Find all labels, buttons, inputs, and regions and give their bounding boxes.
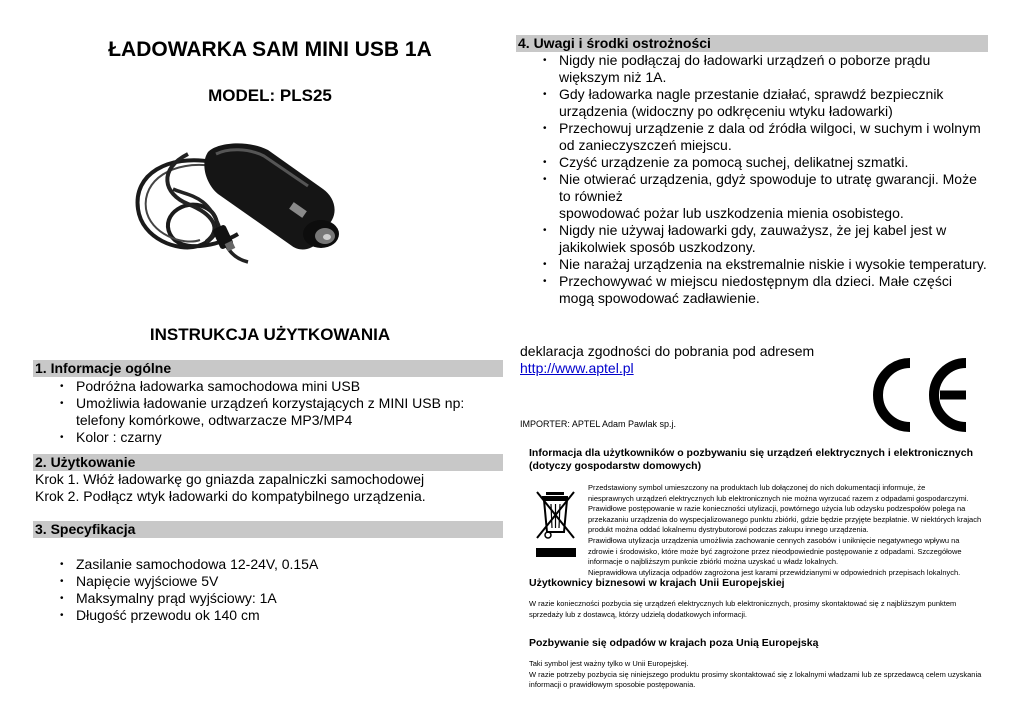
list-item: • Przechowywać w miejscu niedostępnym dla dzieci. Małe części mogą spowodować zadławienie. (516, 273, 988, 307)
list-item: • Przechowuj urządzenie z dala od źródła wilgoci, w suchym i wolnym od zanieczyszczeń miejscu. (516, 120, 988, 154)
section-specification (33, 521, 503, 624)
list-item: • Kolor : czarny (33, 429, 503, 446)
weee-body (588, 483, 993, 578)
car-charger-photo (128, 134, 348, 284)
crossed-out-wheelie-bin-icon (534, 488, 578, 560)
outside-eu-heading: Pozbywanie się odpadów w krajach poza Unią Europejską (529, 637, 819, 649)
declaration-text: deklaracja zgodności do pobrania pod adresem (520, 343, 815, 359)
document-title: ŁADOWARKA SAM MINI USB 1A (108, 38, 432, 61)
section-warnings (516, 35, 988, 307)
weee-line: Prawidłowa utylizacja urządzenia umożliwia zachowanie cennych zasobów i uniknięcie negatywnego wpływu na (588, 535, 960, 545)
importer-text: IMPORTER: APTEL Adam Pawlak sp.j. (520, 419, 677, 429)
list-item: • Nigdy nie używaj ładowarki gdy, zauważysz, że jej kabel jest w jakikolwiek sposób uszkodzony. (516, 222, 988, 256)
usage-step: Krok 1. Włóż ładowarkę go gniazda zapalniczki samochodowej (35, 471, 425, 487)
section-heading: 1. Informacje ogólne (33, 360, 503, 377)
weee-line: produkt można oddać lokalnemu dystrybutorowi podczas zakupu innego urządzenia. (588, 525, 869, 535)
list-item: • Maksymalny prąd wyjściowy: 1A (33, 590, 503, 607)
outside-line: W razie potrzeby pozbycia się niniejszego produktu prosimy skontaktować się z lokalnymi władzami lub ze sprzedawcą celem uzyskania (529, 669, 982, 679)
weee-heading: Informacja dla użytkowników o pozbywaniu się urządzeń elektrycznych i elektronicznych (dotyczy gospodarstw domowych) (529, 447, 974, 472)
section-heading: 3. Specyfikacja (33, 521, 503, 538)
list-item: • Nie narażaj urządzenia na ekstremalnie niskie i wysokie temperatury. (516, 256, 988, 273)
list-item: • Gdy ładowarka nagle przestanie działać, sprawdź bezpiecznik urządzenia (widoczny po odkręceniu wtyku ładowarki) (516, 86, 988, 120)
business-line: W razie konieczności pozbycia się urządzeń elektrycznych lub elektronicznych, prosimy skontaktować się z najbliższym punktem (529, 599, 957, 608)
list-item: • Zasilanie samochodowa 12-24V, 0.15A (33, 556, 503, 573)
business-body (529, 599, 989, 620)
weee-line: zdrowie i środowisko, które może być zagrożone przez nieodpowiednie postępowanie z odpadami. Szczegółowe (588, 546, 962, 556)
section-heading: 4. Uwagi i środki ostrożności (516, 35, 988, 52)
instruction-heading: INSTRUKCJA UŻYTKOWANIA (149, 325, 391, 344)
weee-line: niesprawnych urządzeń elektrycznych lub elektronicznych nie można wyrzucać razem z odpadami gospodarczymi. (588, 493, 969, 503)
declaration-link[interactable]: http://www.aptel.pl (520, 360, 634, 376)
business-heading: Użytkownicy biznesowi w krajach Unii Europejskiej (529, 577, 785, 589)
list-item: • Czyść urządzenie za pomocą suchej, delikatnej szmatki. (516, 154, 988, 171)
list-item: • Podróżna ładowarka samochodowa mini USB (33, 378, 503, 395)
section-heading: 2. Użytkowanie (33, 454, 503, 471)
list-item: • Napięcie wyjściowe 5V (33, 573, 503, 590)
business-line: sprzedaży lub z dostawcą, którzy udzielą dodatkowych informacji. (529, 609, 748, 619)
weee-line: Nieprawidłowa utylizacja odpadów zagrożona jest karami przewidzianymi w odpowiednich przepisach lokalnych. (588, 567, 961, 577)
section-general-info (33, 360, 503, 446)
list-item: • Nie otwierać urządzenia, gdyż spowoduje to utratę gwarancji. Może to również spowodować pożar lub uszkodzenia mienia osobistego. (516, 171, 988, 222)
list-item: • Umożliwia ładowanie urządzeń korzystających z MINI USB np: telefony komórkowe, odtwarzacze MP3/MP4 (33, 395, 503, 429)
weee-line: informacje o najbliższym punkcie zbiórki można uzyskać u władz lokalnych. (588, 557, 839, 567)
weee-line: Przedstawiony symbol umieszczony na produktach lub dołączonej do nich dokumentacji informuje, że (588, 483, 926, 492)
outside-eu-body (529, 659, 999, 691)
usage-step: Krok 2. Podłącz wtyk ładowarki do kompatybilnego urządzenia. (35, 488, 426, 504)
section-usage (33, 454, 503, 505)
model-number: MODEL: PLS25 (208, 86, 332, 105)
outside-line: informacji o prawidłowym sposobie postępowania. (529, 680, 696, 690)
weee-line: przekazaniu urządzenia do wyspecjalizowanego punktu zbiórki, gdzie będzie przyjęte bezpłatnie. W niektórych krajach (588, 514, 982, 524)
outside-line: Taki symbol jest ważny tylko w Unii Europejskej. (529, 659, 689, 668)
list-item: • Długość przewodu ok 140 cm (33, 607, 503, 624)
ce-mark-icon (866, 357, 974, 433)
weee-line: Prawidłowe postępowanie w razie konieczności utylizacji, powtórnego użycia lub odzysku podzespołów polega na (588, 504, 966, 514)
list-item: • Nigdy nie podłączaj do ładowarki urządzeń o poborze prądu większym niż 1A. (516, 52, 988, 86)
